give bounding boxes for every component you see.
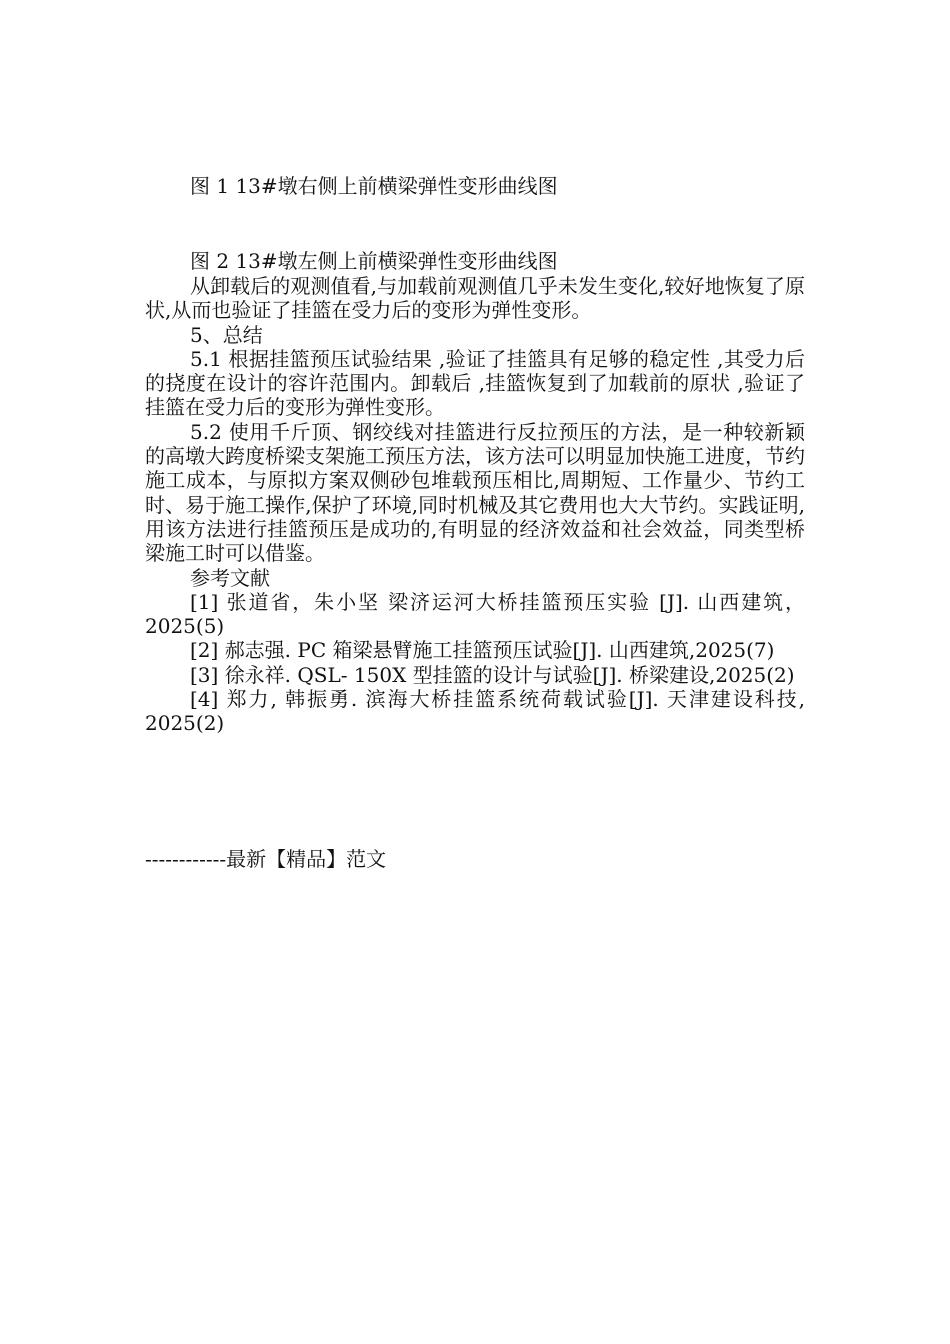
- reference-item: [2] 郝志强. PC 箱梁悬臂施工挂篮预压试验[J]. 山西建筑,2025(7): [190, 638, 775, 663]
- figure-2-caption: 图 2 13#墩左侧上前横梁弹性变形曲线图: [190, 249, 558, 273]
- figure-1-caption: 图 1 13#墩右侧上前横梁弹性变形曲线图: [190, 174, 558, 198]
- reference-item: [1] 张道省，朱小坚 梁济运河大桥挂篮预压实验 [J]. 山西建筑，2025(5): [145, 589, 805, 639]
- section-5-heading: 5、总结: [190, 322, 263, 347]
- document-body: [145, 274, 805, 736]
- paragraph-5-1: 5.1 根据挂篮预压试验结果 ,验证了挂篮具有足够的稳定性 ,其受力后的挠度在设计的容许范围内。卸载后 ,挂篮恢复到了加载前的原状 ,验证了挂篮在受力后的变形为弹性变形。: [145, 346, 805, 420]
- paragraph-5-2: 5.2 使用千斤顶、钢绞线对挂篮进行反拉预压的方法，是一种较新颖的高墩大跨度桥梁支架施工预压方法，该方法可以明显加快施工进度，节约施工成本，与原拟方案双侧砂包堆载预压相比,周期短、工作量少、节约工时、易于施工操作,保护了环境,同时机械及其它费用也大大节约。实践证明, 用该方法进行挂篮预压是成功的,有明显的经济效益和社会效益，同类型桥梁施工时可以借鉴。: [145, 419, 805, 566]
- footer-text: ------------最新【精品】范文: [145, 847, 387, 871]
- paragraph-unload-observation: 从卸载后的观测值看,与加载前观测值几乎未发生变化,较好地恢复了原状,从而也验证了挂篮在受力后的变形为弹性变形。: [145, 274, 805, 323]
- references-heading: 参考文献: [190, 565, 270, 590]
- reference-item: [4] 郑力, 韩振勇. 滨海大桥挂篮系统荷载试验[J]. 天津建设科技, 2025(2): [145, 687, 805, 736]
- reference-item: [3] 徐永祥. QSL- 150X 型挂篮的设计与试验[J]. 桥梁建设,2025(2): [190, 662, 795, 687]
